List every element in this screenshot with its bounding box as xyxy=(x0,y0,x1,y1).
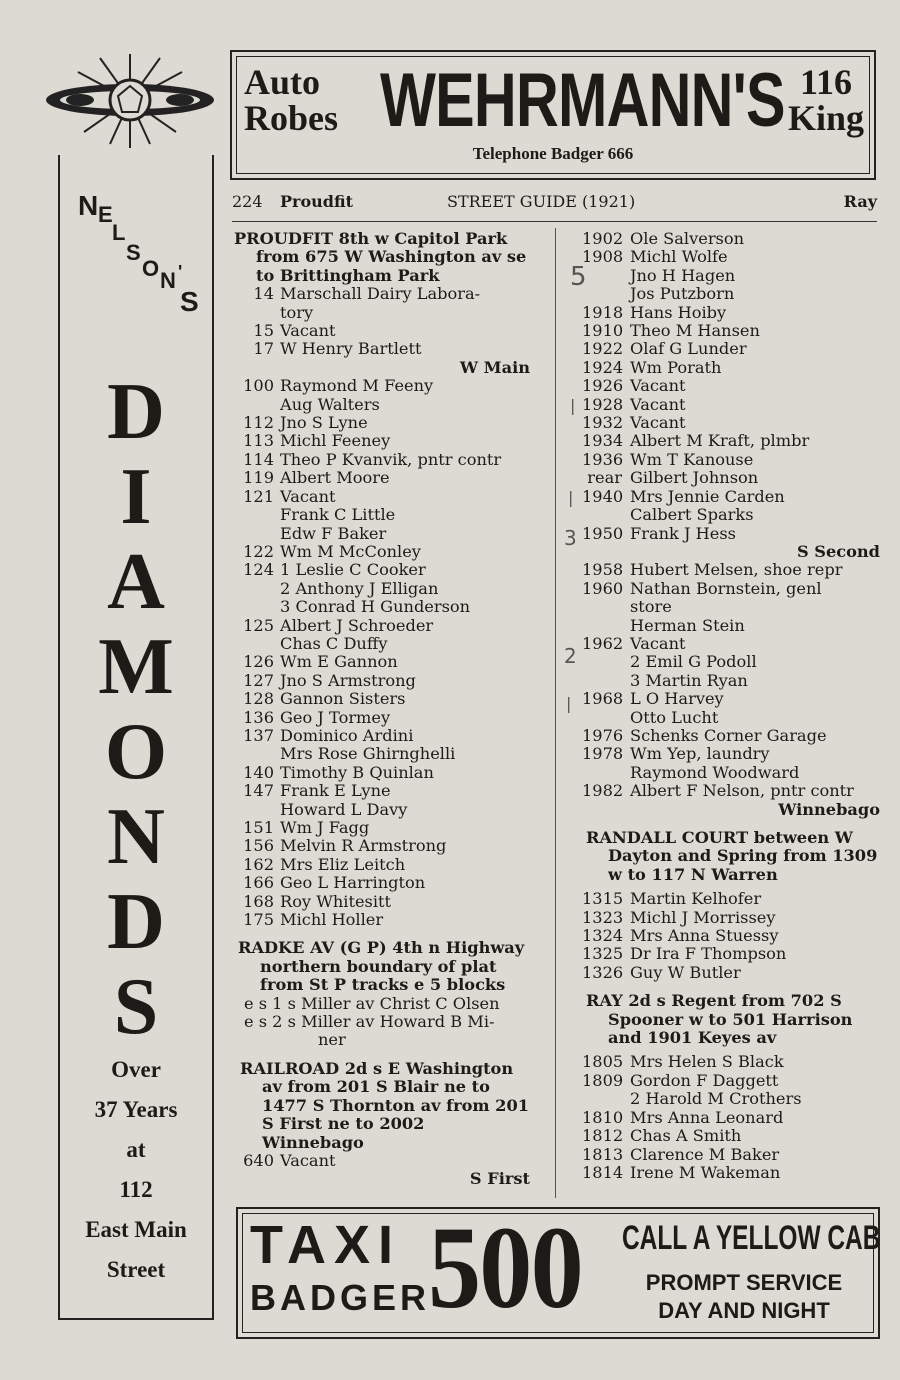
list-item xyxy=(582,432,880,450)
list-item xyxy=(234,580,530,598)
list-item xyxy=(582,909,880,927)
resident-name: Gannon Sisters xyxy=(280,689,406,709)
page-number: 224 xyxy=(232,192,263,211)
house-number: 1809 xyxy=(582,1070,624,1090)
resident-name: L O Harvey xyxy=(630,689,724,709)
resident-name: Vacant xyxy=(630,413,686,433)
resident-name: 2 Emil G Podoll xyxy=(630,652,757,672)
list-item xyxy=(234,285,530,303)
list-item xyxy=(582,267,880,285)
house-number: 1324 xyxy=(582,926,624,946)
house-number: 1814 xyxy=(582,1162,624,1182)
list-item xyxy=(582,580,880,598)
list-item xyxy=(234,801,530,819)
resident-name: 2 Harold M Crothers xyxy=(630,1089,802,1109)
resident-name: Herman Stein xyxy=(630,615,745,635)
resident-name: Irene M Wakeman xyxy=(630,1162,781,1182)
resident-name: Guy W Butler xyxy=(630,962,741,982)
call-line: CALL A YELLOW CAB xyxy=(622,1219,881,1257)
house-number: 1950 xyxy=(582,523,624,543)
brand-letter: ' xyxy=(178,262,183,282)
house-number: 1982 xyxy=(582,781,624,801)
entry-list xyxy=(234,285,530,359)
list-item xyxy=(582,396,880,414)
resident-name: Otto Lucht xyxy=(630,707,719,727)
resident-name: Mrs Jennie Carden xyxy=(630,486,785,506)
list-item xyxy=(582,890,880,908)
list-item xyxy=(582,690,880,708)
tagline-line: East Main xyxy=(85,1217,187,1242)
header-rule xyxy=(232,221,877,222)
list-item xyxy=(582,782,880,800)
list-item xyxy=(234,451,530,469)
street-heading: RADKE AV (G P) 4th n Highway northern boundary of plat from St P tracks e 5 blocks xyxy=(238,938,525,995)
resident-name: Calbert Sparks xyxy=(630,505,754,525)
resident-name: Jno S Lyne xyxy=(280,413,368,433)
resident-name: Olaf G Lunder xyxy=(630,339,747,359)
list-item xyxy=(582,1090,880,1108)
service-text xyxy=(624,1269,864,1325)
wehrmanns-ad xyxy=(230,50,876,180)
resident-name: Clarence M Baker xyxy=(630,1144,780,1164)
list-item xyxy=(582,1146,880,1164)
resident-name: Albert Moore xyxy=(280,468,390,488)
list-item xyxy=(582,230,880,248)
list-item xyxy=(582,635,880,653)
list-item: ner xyxy=(318,1030,346,1050)
list-item xyxy=(582,304,880,322)
house-number: 1902 xyxy=(582,229,624,248)
house-number: 113 xyxy=(243,431,274,451)
taxi-word: TAXI xyxy=(250,1215,401,1275)
house-number: 156 xyxy=(243,836,274,856)
list-item xyxy=(582,488,880,506)
list-item xyxy=(234,598,530,616)
resident-name: Jno S Armstrong xyxy=(280,670,416,690)
pencil-mark: | xyxy=(570,396,576,415)
list-item xyxy=(234,911,530,929)
address-text xyxy=(788,64,864,136)
list-item xyxy=(234,1152,530,1170)
cross-street: S Second xyxy=(796,541,880,561)
resident-name: Wm Porath xyxy=(630,357,722,377)
house-number: 640 xyxy=(243,1150,274,1170)
pencil-mark: | xyxy=(566,694,572,713)
list-item xyxy=(582,340,880,358)
phone-number: 500 xyxy=(428,1202,582,1333)
list-item xyxy=(234,764,530,782)
house-number: 1924 xyxy=(582,357,624,377)
list-item xyxy=(234,782,530,800)
list-item xyxy=(234,506,530,524)
resident-name: Wm E Gannon xyxy=(280,652,398,672)
house-number: 14 xyxy=(253,284,274,304)
pencil-mark: | xyxy=(568,488,574,507)
diamonds-word xyxy=(60,370,212,1050)
list-item xyxy=(234,304,530,322)
house-number: 175 xyxy=(243,910,274,930)
resident-name: store xyxy=(630,597,672,617)
resident-name: Mrs Helen S Black xyxy=(630,1052,784,1072)
entry-list xyxy=(234,377,530,929)
badger-word: BADGER xyxy=(250,1277,431,1318)
house-number: 1940 xyxy=(582,486,624,506)
brand-letter: S xyxy=(180,286,199,317)
list-item xyxy=(582,506,880,524)
resident-name: Gordon F Daggett xyxy=(630,1070,779,1090)
resident-name: Jno H Hagen xyxy=(630,265,736,285)
street-heading: RANDALL COURT between W Dayton and Spring from 1309 w to 117 N Warren xyxy=(586,828,878,884)
house-number: 1326 xyxy=(582,962,624,982)
list-item xyxy=(234,543,530,561)
resident-name: Geo J Tormey xyxy=(280,707,391,727)
resident-name: Vacant xyxy=(280,486,336,506)
house-number: 168 xyxy=(243,891,274,911)
ad-left-line: Robes xyxy=(244,98,339,138)
list-item xyxy=(582,927,880,945)
street-heading: RAILROAD 2d s E Washington av from 201 S Blair ne to 1477 S Thornton av from 201 S First ne to 2002 Winnebago xyxy=(240,1058,529,1152)
ad-right-line: 116 xyxy=(799,62,852,102)
tagline-line: Over xyxy=(111,1057,161,1082)
house-number: 124 xyxy=(243,560,274,580)
resident-name: Jos Putzborn xyxy=(630,284,735,304)
resident-name: 1 Leslie C Cooker xyxy=(280,560,426,580)
house-number: 1315 xyxy=(582,889,624,909)
resident-name: Nathan Bornstein, genl xyxy=(630,578,822,598)
house-number: 1323 xyxy=(582,907,624,927)
house-number: 121 xyxy=(243,486,274,506)
list-item xyxy=(582,561,880,579)
list-item xyxy=(582,359,880,377)
resident-name: Ole Salverson xyxy=(630,229,745,248)
resident-name: Hubert Melsen, shoe repr xyxy=(630,560,843,580)
list-item xyxy=(582,945,880,963)
list-item xyxy=(234,488,530,506)
resident-name: Michl Feeney xyxy=(280,431,391,451)
list-item xyxy=(582,1164,880,1182)
house-number: 1813 xyxy=(582,1144,624,1164)
resident-name: Theo M Hansen xyxy=(630,321,760,341)
list-item xyxy=(582,672,880,690)
list-item xyxy=(582,653,880,671)
page-title: STREET GUIDE (1921) xyxy=(447,192,636,211)
diamonds-letter: A xyxy=(107,538,165,626)
house-number: 166 xyxy=(243,873,274,893)
list-item xyxy=(234,653,530,671)
resident-name: Timothy B Quinlan xyxy=(280,762,434,782)
list-item xyxy=(234,432,530,450)
list-item xyxy=(234,709,530,727)
house-number: 1932 xyxy=(582,413,624,433)
list-item xyxy=(234,635,530,653)
house-number: 1978 xyxy=(582,744,624,764)
resident-name: Mrs Anna Leonard xyxy=(630,1107,784,1127)
page-header xyxy=(232,192,877,216)
house-number: 125 xyxy=(243,615,274,635)
list-item xyxy=(582,414,880,432)
list-item xyxy=(582,727,880,745)
list-item xyxy=(234,340,530,358)
column-divider xyxy=(555,228,556,1198)
resident-name: Wm Yep, laundry xyxy=(630,744,770,764)
diamonds-letter: D xyxy=(107,878,165,966)
list-item xyxy=(234,672,530,690)
brand-letter: N xyxy=(78,190,99,221)
diamonds-letter: M xyxy=(98,623,174,711)
resident-name: Michl Wolfe xyxy=(630,247,728,267)
diamonds-letter: I xyxy=(120,453,152,541)
house-number: 126 xyxy=(243,652,274,672)
resident-name: Wm J Fagg xyxy=(280,818,370,837)
resident-name: Vacant xyxy=(630,394,686,414)
list-item xyxy=(234,690,530,708)
diamonds-letter: O xyxy=(104,708,168,796)
yellow-cab-ad xyxy=(236,1202,881,1339)
header-first-word: Proudfit xyxy=(280,192,353,211)
street-heading: RAY 2d s Regent from 702 S Spooner w to 501 Harrison and 1901 Keyes av xyxy=(586,991,853,1048)
list-item xyxy=(582,469,880,487)
house-number: 1936 xyxy=(582,449,624,469)
pencil-mark: 5 xyxy=(570,262,587,292)
entry-list xyxy=(582,230,880,543)
house-number: 1926 xyxy=(582,376,624,396)
resident-name: Vacant xyxy=(630,633,686,653)
entry-list xyxy=(582,890,880,982)
brand-letter: S xyxy=(126,240,141,265)
house-number: 1958 xyxy=(582,560,624,580)
house-number: 140 xyxy=(243,762,274,782)
brand-letter: E xyxy=(98,202,113,227)
resident-name: Chas A Smith xyxy=(630,1126,742,1146)
resident-name: 2 Anthony J Elligan xyxy=(280,578,439,598)
house-number: 1810 xyxy=(582,1107,624,1127)
list-item xyxy=(582,745,880,763)
list-item xyxy=(582,377,880,395)
list-item xyxy=(234,322,530,340)
resident-name: Dr Ira F Thompson xyxy=(630,944,787,964)
resident-name: Roy Whitesitt xyxy=(280,891,392,911)
diamonds-letter: S xyxy=(113,963,159,1051)
resident-name: Wm M McConley xyxy=(280,541,421,561)
list-item xyxy=(234,837,530,855)
resident-name: Michl Holler xyxy=(280,910,384,930)
tagline-line: at xyxy=(126,1137,146,1162)
tagline-line: 112 xyxy=(119,1177,153,1202)
resident-name: tory xyxy=(280,302,314,322)
house-number: 1918 xyxy=(582,302,624,322)
resident-name: Mrs Rose Ghirnghelli xyxy=(280,744,456,764)
house-number: 1812 xyxy=(582,1126,624,1146)
resident-name: Aug Walters xyxy=(280,394,380,414)
header-last-word: Ray xyxy=(843,192,877,211)
house-number: 1976 xyxy=(582,725,624,745)
ad-tagline xyxy=(60,1050,212,1290)
house-number: 100 xyxy=(243,376,274,396)
resident-name: Melvin R Armstrong xyxy=(280,836,447,856)
entry-list xyxy=(234,1152,530,1170)
list-item xyxy=(582,598,880,616)
list-item xyxy=(582,1127,880,1145)
house-number: 1325 xyxy=(582,944,624,964)
resident-name: Albert M Kraft, plmbr xyxy=(630,431,810,451)
right-column xyxy=(582,230,880,1182)
service-line: DAY AND NIGHT xyxy=(658,1298,830,1323)
list-item xyxy=(234,727,530,745)
resident-name: Frank E Lyne xyxy=(280,781,391,801)
diamonds-letter: N xyxy=(107,793,165,881)
list-item xyxy=(582,709,880,727)
house-number: 1908 xyxy=(582,247,624,267)
house-number: 1962 xyxy=(582,633,624,653)
house-number: 137 xyxy=(243,725,274,745)
house-number: 151 xyxy=(243,818,274,837)
list-item xyxy=(234,469,530,487)
list-item xyxy=(234,819,530,837)
resident-name: Gilbert Johnson xyxy=(630,468,759,488)
nelsons-brand xyxy=(74,190,214,330)
list-item xyxy=(234,377,530,395)
house-number: 1960 xyxy=(582,578,624,598)
house-number: 147 xyxy=(243,781,274,801)
house-number: 119 xyxy=(243,468,274,488)
house-number: 136 xyxy=(243,707,274,727)
list-item xyxy=(234,414,530,432)
list-item xyxy=(582,285,880,303)
house-number: 114 xyxy=(243,449,274,469)
list-item xyxy=(582,1053,880,1071)
resident-name: Theo P Kvanvik, pntr contr xyxy=(280,449,502,469)
resident-name: Albert F Nelson, pntr contr xyxy=(630,781,854,801)
resident-name: Hans Hoiby xyxy=(630,302,727,322)
cross-street: W Main xyxy=(459,357,530,377)
ad-right-line: King xyxy=(787,98,864,138)
list-item xyxy=(582,764,880,782)
resident-name: Frank C Little xyxy=(280,505,396,525)
list-item xyxy=(234,856,530,874)
house-number: 15 xyxy=(253,321,274,341)
resident-name: Mrs Eliz Leitch xyxy=(280,854,406,874)
list-item xyxy=(234,745,530,763)
brand-letter: O xyxy=(142,256,160,281)
resident-name: Raymond Woodward xyxy=(630,762,800,782)
list-item: e s 2 s Miller av Howard B Mi- xyxy=(244,1012,495,1032)
list-item xyxy=(234,561,530,579)
diamond-ring-logo-icon xyxy=(40,50,220,150)
list-item xyxy=(234,396,530,414)
house-number: 1934 xyxy=(582,431,624,451)
resident-name: Dominico Ardini xyxy=(280,725,414,745)
tagline-line: 37 Years xyxy=(94,1097,178,1122)
left-column xyxy=(234,230,530,1189)
list-item xyxy=(582,248,880,266)
brand-letter: N xyxy=(160,268,176,293)
list-item xyxy=(234,893,530,911)
wehrmanns-name: WEHRMANN'S xyxy=(380,58,785,143)
resident-name: Frank J Hess xyxy=(630,523,736,543)
resident-name: Vacant xyxy=(630,376,686,396)
house-number: 127 xyxy=(243,670,274,690)
list-item xyxy=(234,874,530,892)
house-number: 1805 xyxy=(582,1052,624,1072)
resident-name: Wm T Kanouse xyxy=(630,449,754,469)
list-item xyxy=(582,964,880,982)
list-item xyxy=(582,451,880,469)
house-number: 1922 xyxy=(582,339,624,359)
resident-name: 3 Conrad H Gunderson xyxy=(280,597,471,617)
pencil-mark: 3 xyxy=(564,526,577,550)
resident-name: Vacant xyxy=(280,321,336,341)
resident-name: 3 Martin Ryan xyxy=(630,670,748,690)
entry-list xyxy=(582,1053,880,1182)
house-number: 162 xyxy=(243,854,274,874)
list-item: e s 1 s Miller av Christ C Olsen xyxy=(244,993,500,1013)
house-number: rear xyxy=(587,468,622,488)
service-line: PROMPT SERVICE xyxy=(645,1270,843,1295)
resident-name: Geo L Harrington xyxy=(280,873,426,893)
resident-name: Albert J Schroeder xyxy=(280,615,434,635)
brand-letter: L xyxy=(112,220,126,245)
tagline-line: Street xyxy=(106,1257,166,1282)
house-number: 122 xyxy=(243,541,274,561)
house-number: 1928 xyxy=(582,394,624,414)
cross-street: Winnebago xyxy=(778,799,880,819)
resident-name: Vacant xyxy=(280,1150,336,1170)
house-number: 112 xyxy=(243,413,274,433)
resident-name: Schenks Corner Garage xyxy=(630,725,827,745)
resident-name: Edw F Baker xyxy=(280,523,387,543)
house-number: 1968 xyxy=(582,689,624,709)
diamonds-letter: D xyxy=(107,368,165,456)
list-item xyxy=(234,617,530,635)
resident-name: Michl J Morrissey xyxy=(630,907,776,927)
list-item xyxy=(582,617,880,635)
list-item xyxy=(582,1109,880,1127)
street-heading: PROUDFIT 8th w Capitol Park from 675 W Washington av se to Brittingham Park xyxy=(234,229,527,285)
list-item xyxy=(234,525,530,543)
resident-name: Raymond M Feeny xyxy=(280,376,434,396)
ad-left-line: Auto xyxy=(244,62,321,102)
entry-list xyxy=(582,561,880,800)
resident-name: Mrs Anna Stuessy xyxy=(630,926,779,946)
telephone-line: Telephone Badger 666 xyxy=(472,144,634,163)
house-number: 128 xyxy=(243,689,274,709)
resident-name: Howard L Davy xyxy=(280,799,408,819)
house-number: 17 xyxy=(253,339,274,359)
nelsons-diamonds-ad xyxy=(58,155,214,1320)
cross-street: S First xyxy=(469,1169,530,1189)
pencil-mark: 2 xyxy=(564,644,577,668)
house-number: 1910 xyxy=(582,321,624,341)
list-item xyxy=(582,525,880,543)
list-item xyxy=(582,1072,880,1090)
resident-name: Marschall Dairy Labora- xyxy=(280,284,481,304)
list-item xyxy=(582,322,880,340)
resident-name: W Henry Bartlett xyxy=(280,339,422,359)
auto-robes-text xyxy=(244,64,338,136)
resident-name: Martin Kelhofer xyxy=(630,889,762,909)
resident-name: Chas C Duffy xyxy=(280,633,388,653)
